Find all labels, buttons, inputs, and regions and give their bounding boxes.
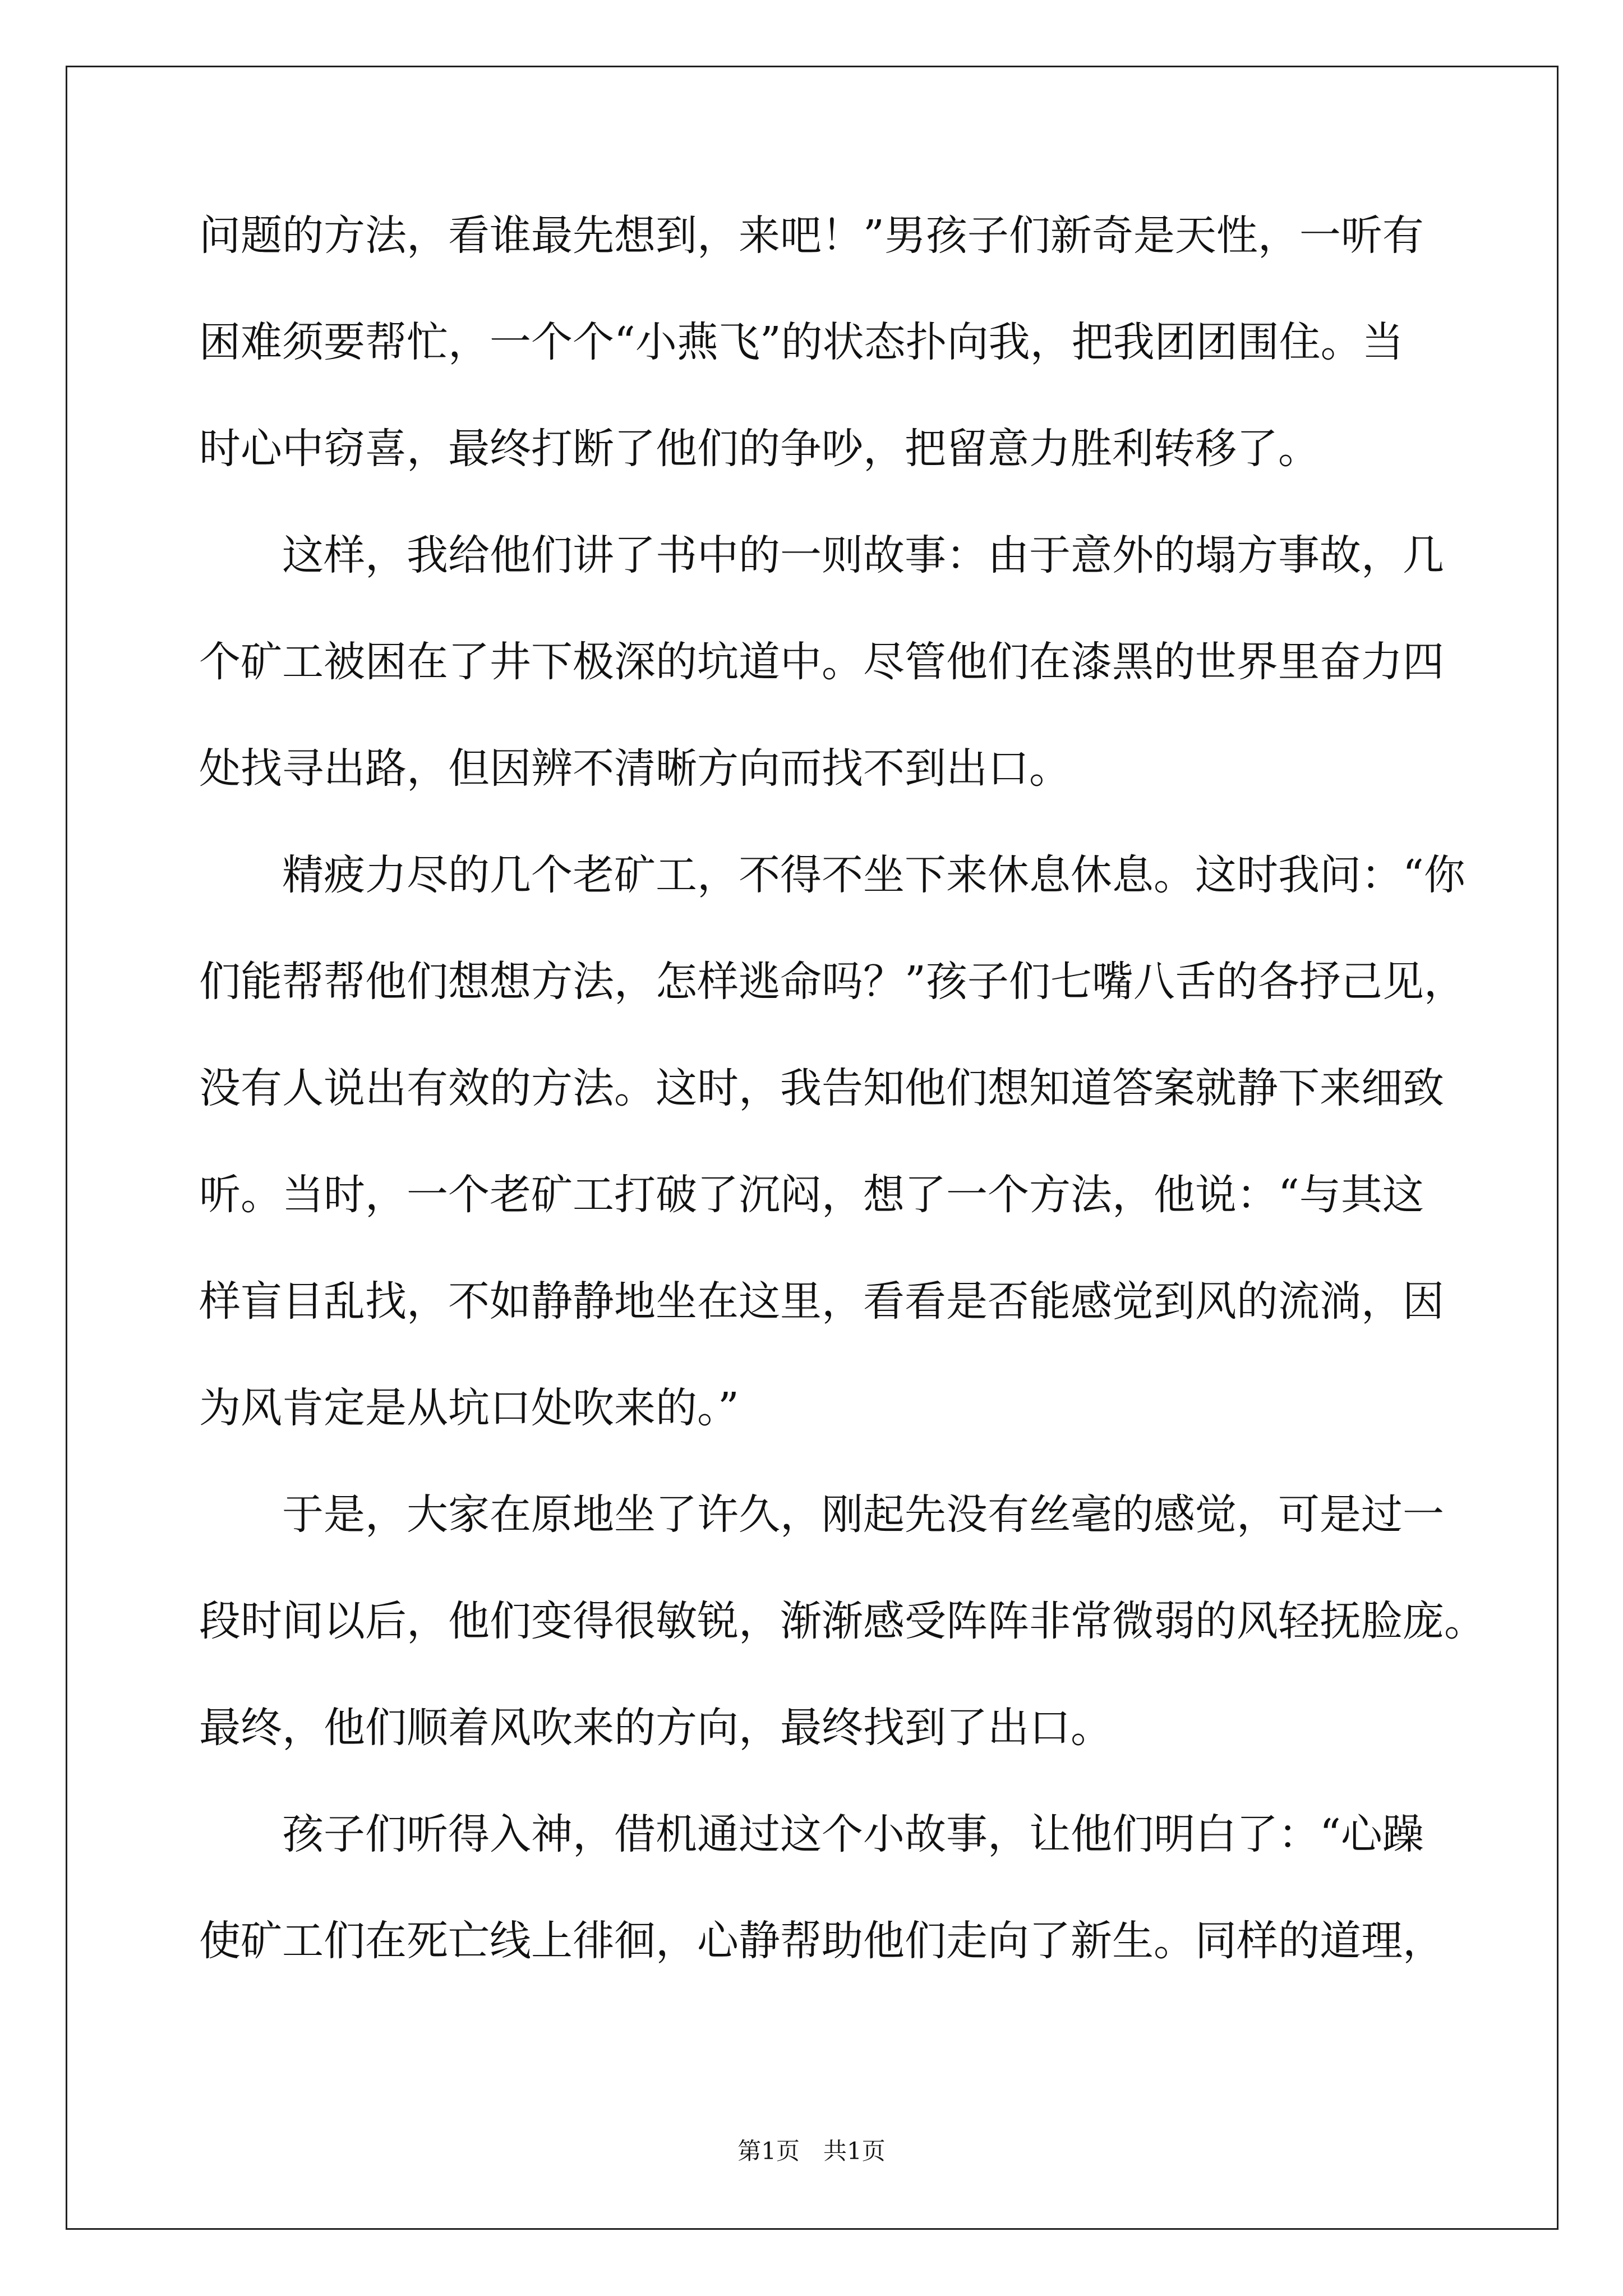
text-line: 时心中窃喜，最终打断了他们的争吵，把留意力胜利转移了。 (199, 425, 1320, 473)
text-line: 使矿工们在死亡线上徘徊，心静帮助他们走向了新生。同样的道理， (199, 1917, 1444, 1965)
text-line: 困难须要帮忙，一个个“小燕飞”的状态扑向我，把我团团围住。当 (199, 318, 1404, 366)
page-footer: 第1页 共1页 (737, 2137, 886, 2165)
text-line: 为风肯定是从坑口处吹来的。” (199, 1384, 739, 1432)
text-line: 样盲目乱找，不如静静地坐在这里，看看是否能感觉到风的流淌，因 (199, 1277, 1444, 1326)
text-line: 于是，大家在原地坐了许久，刚起先没有丝毫的感觉，可是过一 (282, 1490, 1444, 1539)
text-line: 问题的方法，看谁最先想到，来吧！”男孩子们新奇是天性，一听有 (199, 211, 1424, 260)
text-line: 孩子们听得入神，借机通过这个小故事，让他们明白了：“心躁 (282, 1810, 1424, 1858)
text-line: 精疲力尽的几个老矿工，不得不坐下来休息休息。这时我问：“你 (282, 851, 1465, 899)
text-line: 处找寻出路，但因辨不清晰方向而找不到出口。 (199, 744, 1071, 793)
text-line: 个矿工被困在了井下极深的坑道中。尽管他们在漆黑的世界里奋力四 (199, 638, 1444, 686)
text-line: 这样，我给他们讲了书中的一则故事：由于意外的塌方事故，几 (282, 531, 1444, 579)
text-line: 段时间以后，他们变得很敏锐，渐渐感受阵阵非常微弱的风轻抚脸庞。 (199, 1597, 1486, 1645)
text-line: 听。当时，一个老矿工打破了沉闷，想了一个方法，他说：“与其这 (199, 1171, 1424, 1219)
text-line: 们能帮帮他们想想方法，怎样逃命吗？”孩子们七嘴八舌的各抒己见， (199, 958, 1465, 1006)
text-line: 最终，他们顺着风吹来的方向，最终找到了出口。 (199, 1704, 1112, 1752)
document-body (199, 211, 1486, 2025)
text-line: 没有人说出有效的方法。这时，我告知他们想知道答案就静下来细致 (199, 1064, 1444, 1112)
